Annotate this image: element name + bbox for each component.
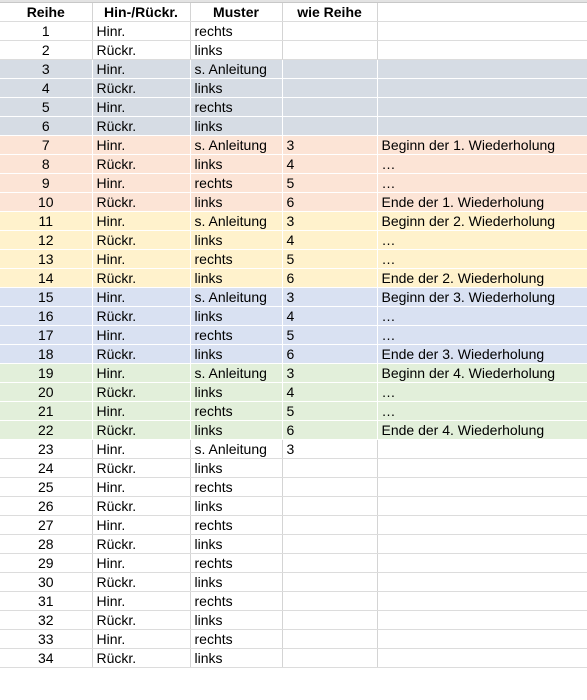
cell-reihe[interactable]: 8 — [0, 155, 92, 174]
cell-wie-reihe[interactable]: 5 — [282, 402, 377, 421]
cell-muster[interactable]: links — [190, 649, 282, 668]
cell-note[interactable]: … — [377, 402, 587, 421]
cell-note[interactable] — [377, 611, 587, 630]
cell-note[interactable]: … — [377, 383, 587, 402]
cell-muster[interactable]: s. Anleitung — [190, 288, 282, 307]
table-row — [0, 440, 587, 459]
cell-richtung[interactable]: Rückr. — [92, 611, 190, 630]
cell-richtung[interactable]: Rückr. — [92, 421, 190, 440]
cell-wie-reihe[interactable]: 3 — [282, 440, 377, 459]
cell-reihe[interactable]: 31 — [0, 592, 92, 611]
table-row — [0, 364, 587, 383]
cell-wie-reihe[interactable] — [282, 630, 377, 649]
table-row — [0, 193, 587, 212]
cell-richtung[interactable]: Rückr. — [92, 573, 190, 592]
cell-richtung[interactable]: Rückr. — [92, 649, 190, 668]
table-row — [0, 459, 587, 478]
cell-muster[interactable]: links — [190, 117, 282, 136]
cell-note[interactable]: Beginn der 3. Wiederholung — [377, 288, 587, 307]
cell-reihe[interactable]: 24 — [0, 459, 92, 478]
cell-muster[interactable]: links — [190, 269, 282, 288]
cell-richtung[interactable]: Hinr. — [92, 516, 190, 535]
cell-reihe[interactable]: 17 — [0, 326, 92, 345]
cell-reihe[interactable]: 2 — [0, 41, 92, 60]
cell-note[interactable] — [377, 516, 587, 535]
cell-note[interactable] — [377, 592, 587, 611]
table-body — [0, 22, 587, 668]
cell-reihe[interactable]: 28 — [0, 535, 92, 554]
table-row — [0, 421, 587, 440]
table-row — [0, 611, 587, 630]
cell-muster[interactable]: links — [190, 79, 282, 98]
cell-wie-reihe[interactable] — [282, 516, 377, 535]
cell-muster[interactable]: rechts — [190, 516, 282, 535]
cell-richtung[interactable]: Hinr. — [92, 136, 190, 155]
cell-richtung[interactable]: Rückr. — [92, 117, 190, 136]
cell-muster[interactable]: rechts — [190, 174, 282, 193]
cell-wie-reihe[interactable]: 4 — [282, 307, 377, 326]
header-cell-wie-reihe[interactable]: wie Reihe — [282, 3, 377, 22]
cell-richtung[interactable]: Rückr. — [92, 497, 190, 516]
cell-muster[interactable]: s. Anleitung — [190, 212, 282, 231]
table-row — [0, 79, 587, 98]
cell-wie-reihe[interactable] — [282, 497, 377, 516]
cell-note[interactable] — [377, 79, 587, 98]
cell-muster[interactable]: links — [190, 573, 282, 592]
cell-wie-reihe[interactable] — [282, 611, 377, 630]
cell-muster[interactable]: rechts — [190, 592, 282, 611]
cell-wie-reihe[interactable]: 5 — [282, 326, 377, 345]
cell-wie-reihe[interactable] — [282, 649, 377, 668]
cell-richtung[interactable]: Rückr. — [92, 231, 190, 250]
cell-note[interactable]: … — [377, 326, 587, 345]
cell-wie-reihe[interactable] — [282, 22, 377, 41]
cell-richtung[interactable]: Hinr. — [92, 592, 190, 611]
cell-muster[interactable]: rechts — [190, 478, 282, 497]
table-row — [0, 250, 587, 269]
header-cell-richtung[interactable]: Hin-/Rückr. — [92, 3, 190, 22]
cell-note[interactable] — [377, 554, 587, 573]
table-row — [0, 478, 587, 497]
cell-note[interactable] — [377, 117, 587, 136]
cell-muster[interactable]: links — [190, 535, 282, 554]
cell-muster[interactable]: links — [190, 231, 282, 250]
header-cell-reihe[interactable]: Reihe — [0, 3, 92, 22]
cell-note[interactable]: Ende der 2. Wiederholung — [377, 269, 587, 288]
cell-muster[interactable]: links — [190, 193, 282, 212]
cell-wie-reihe[interactable] — [282, 459, 377, 478]
cell-richtung[interactable]: Rückr. — [92, 383, 190, 402]
cell-richtung[interactable]: Hinr. — [92, 478, 190, 497]
cell-muster[interactable]: rechts — [190, 326, 282, 345]
cell-reihe[interactable]: 19 — [0, 364, 92, 383]
cell-note[interactable]: … — [377, 174, 587, 193]
header-row — [0, 3, 587, 22]
cell-richtung[interactable]: Hinr. — [92, 326, 190, 345]
cell-wie-reihe[interactable] — [282, 60, 377, 79]
table-row — [0, 41, 587, 60]
cell-richtung[interactable]: Hinr. — [92, 402, 190, 421]
cell-muster[interactable]: links — [190, 611, 282, 630]
cell-muster[interactable]: links — [190, 383, 282, 402]
cell-muster[interactable]: links — [190, 459, 282, 478]
table-row — [0, 98, 587, 117]
cell-richtung[interactable]: Rückr. — [92, 307, 190, 326]
cell-richtung[interactable]: Hinr. — [92, 212, 190, 231]
cell-muster[interactable]: rechts — [190, 402, 282, 421]
cell-wie-reihe[interactable]: 3 — [282, 136, 377, 155]
cell-richtung[interactable]: Rückr. — [92, 459, 190, 478]
table-row — [0, 497, 587, 516]
cell-muster[interactable]: rechts — [190, 22, 282, 41]
cell-note[interactable] — [377, 535, 587, 554]
cell-reihe[interactable]: 10 — [0, 193, 92, 212]
cell-muster[interactable]: s. Anleitung — [190, 364, 282, 383]
cell-note[interactable] — [377, 459, 587, 478]
cell-reihe[interactable]: 3 — [0, 60, 92, 79]
cell-reihe[interactable]: 25 — [0, 478, 92, 497]
cell-wie-reihe[interactable]: 3 — [282, 212, 377, 231]
table-row — [0, 630, 587, 649]
table-row — [0, 573, 587, 592]
cell-reihe[interactable]: 12 — [0, 231, 92, 250]
cell-wie-reihe[interactable] — [282, 41, 377, 60]
cell-richtung[interactable]: Hinr. — [92, 288, 190, 307]
table-row — [0, 326, 587, 345]
cell-muster[interactable]: rechts — [190, 630, 282, 649]
cell-reihe[interactable]: 34 — [0, 649, 92, 668]
cell-wie-reihe[interactable]: 6 — [282, 269, 377, 288]
cell-muster[interactable]: rechts — [190, 554, 282, 573]
cell-note[interactable]: … — [377, 307, 587, 326]
cell-reihe[interactable]: 18 — [0, 345, 92, 364]
cell-reihe[interactable]: 26 — [0, 497, 92, 516]
cell-richtung[interactable]: Rückr. — [92, 345, 190, 364]
cell-wie-reihe[interactable]: 3 — [282, 288, 377, 307]
cell-reihe[interactable]: 5 — [0, 98, 92, 117]
cell-wie-reihe[interactable] — [282, 535, 377, 554]
cell-richtung[interactable]: Hinr. — [92, 174, 190, 193]
cell-muster[interactable]: links — [190, 155, 282, 174]
cell-wie-reihe[interactable]: 4 — [282, 231, 377, 250]
cell-richtung[interactable]: Rückr. — [92, 269, 190, 288]
cell-wie-reihe[interactable] — [282, 98, 377, 117]
cell-reihe[interactable]: 29 — [0, 554, 92, 573]
cell-richtung[interactable]: Rückr. — [92, 155, 190, 174]
cell-wie-reihe[interactable] — [282, 79, 377, 98]
header-cell-muster[interactable]: Muster — [190, 3, 282, 22]
cell-reihe[interactable]: 27 — [0, 516, 92, 535]
cell-reihe[interactable]: 9 — [0, 174, 92, 193]
cell-richtung[interactable]: Hinr. — [92, 98, 190, 117]
cell-reihe[interactable]: 16 — [0, 307, 92, 326]
cell-reihe[interactable]: 30 — [0, 573, 92, 592]
cell-muster[interactable]: rechts — [190, 250, 282, 269]
cell-note[interactable]: Ende der 3. Wiederholung — [377, 345, 587, 364]
cell-wie-reihe[interactable] — [282, 554, 377, 573]
cell-wie-reihe[interactable]: 6 — [282, 345, 377, 364]
cell-richtung[interactable]: Hinr. — [92, 364, 190, 383]
cell-note[interactable] — [377, 573, 587, 592]
cell-note[interactable] — [377, 649, 587, 668]
cell-reihe[interactable]: 4 — [0, 79, 92, 98]
cell-muster[interactable]: links — [190, 497, 282, 516]
cell-note[interactable] — [377, 98, 587, 117]
table-row — [0, 592, 587, 611]
cell-wie-reihe[interactable]: 4 — [282, 155, 377, 174]
table-row — [0, 307, 587, 326]
cell-muster[interactable]: s. Anleitung — [190, 60, 282, 79]
cell-richtung[interactable]: Hinr. — [92, 630, 190, 649]
cell-richtung[interactable]: Rückr. — [92, 41, 190, 60]
cell-note[interactable] — [377, 630, 587, 649]
table-row — [0, 269, 587, 288]
cell-reihe[interactable]: 20 — [0, 383, 92, 402]
cell-wie-reihe[interactable]: 5 — [282, 174, 377, 193]
table-row — [0, 212, 587, 231]
cell-muster[interactable]: links — [190, 307, 282, 326]
cell-wie-reihe[interactable]: 4 — [282, 383, 377, 402]
table-row — [0, 22, 587, 41]
cell-richtung[interactable]: Rückr. — [92, 535, 190, 554]
cell-note[interactable]: Ende der 4. Wiederholung — [377, 421, 587, 440]
cell-wie-reihe[interactable] — [282, 478, 377, 497]
cell-reihe[interactable]: 1 — [0, 22, 92, 41]
table-row — [0, 231, 587, 250]
table-row — [0, 174, 587, 193]
header-cell-note[interactable] — [377, 3, 587, 22]
table-row — [0, 649, 587, 668]
cell-richtung[interactable]: Hinr. — [92, 554, 190, 573]
table-row — [0, 402, 587, 421]
table-row — [0, 117, 587, 136]
table-row — [0, 136, 587, 155]
cell-note[interactable]: … — [377, 155, 587, 174]
cell-wie-reihe[interactable]: 6 — [282, 421, 377, 440]
cell-note[interactable]: Beginn der 2. Wiederholung — [377, 212, 587, 231]
cell-reihe[interactable]: 6 — [0, 117, 92, 136]
cell-reihe[interactable]: 32 — [0, 611, 92, 630]
table-row — [0, 288, 587, 307]
cell-note[interactable]: … — [377, 250, 587, 269]
cell-note[interactable] — [377, 478, 587, 497]
cell-richtung[interactable]: Hinr. — [92, 440, 190, 459]
cell-wie-reihe[interactable] — [282, 573, 377, 592]
cell-wie-reihe[interactable] — [282, 592, 377, 611]
cell-muster[interactable]: s. Anleitung — [190, 440, 282, 459]
cell-richtung[interactable]: Hinr. — [92, 60, 190, 79]
cell-muster[interactable]: links — [190, 345, 282, 364]
knitting-pattern-table — [0, 3, 587, 668]
cell-muster[interactable]: s. Anleitung — [190, 136, 282, 155]
cell-note[interactable] — [377, 60, 587, 79]
cell-reihe[interactable]: 13 — [0, 250, 92, 269]
table-row — [0, 535, 587, 554]
cell-reihe[interactable]: 11 — [0, 212, 92, 231]
cell-richtung[interactable]: Rückr. — [92, 79, 190, 98]
cell-muster[interactable]: links — [190, 421, 282, 440]
cell-richtung[interactable]: Hinr. — [92, 250, 190, 269]
table-row — [0, 383, 587, 402]
cell-reihe[interactable]: 33 — [0, 630, 92, 649]
cell-richtung[interactable]: Hinr. — [92, 22, 190, 41]
cell-note[interactable] — [377, 41, 587, 60]
cell-reihe[interactable]: 22 — [0, 421, 92, 440]
cell-wie-reihe[interactable]: 6 — [282, 193, 377, 212]
table-row — [0, 155, 587, 174]
table-row — [0, 554, 587, 573]
cell-reihe[interactable]: 7 — [0, 136, 92, 155]
cell-note[interactable]: Beginn der 1. Wiederholung — [377, 136, 587, 155]
cell-note[interactable] — [377, 440, 587, 459]
cell-richtung[interactable]: Rückr. — [92, 193, 190, 212]
cell-reihe[interactable]: 23 — [0, 440, 92, 459]
cell-reihe[interactable]: 21 — [0, 402, 92, 421]
table-row — [0, 516, 587, 535]
cell-note[interactable]: Ende der 1. Wiederholung — [377, 193, 587, 212]
cell-muster[interactable]: links — [190, 41, 282, 60]
cell-wie-reihe[interactable] — [282, 117, 377, 136]
cell-note[interactable] — [377, 497, 587, 516]
cell-note[interactable] — [377, 22, 587, 41]
cell-muster[interactable]: rechts — [190, 98, 282, 117]
table-row — [0, 345, 587, 364]
cell-note[interactable]: … — [377, 231, 587, 250]
cell-reihe[interactable]: 14 — [0, 269, 92, 288]
table-row — [0, 60, 587, 79]
cell-wie-reihe[interactable]: 5 — [282, 250, 377, 269]
cell-wie-reihe[interactable]: 3 — [282, 364, 377, 383]
cell-reihe[interactable]: 15 — [0, 288, 92, 307]
cell-note[interactable]: Beginn der 4. Wiederholung — [377, 364, 587, 383]
